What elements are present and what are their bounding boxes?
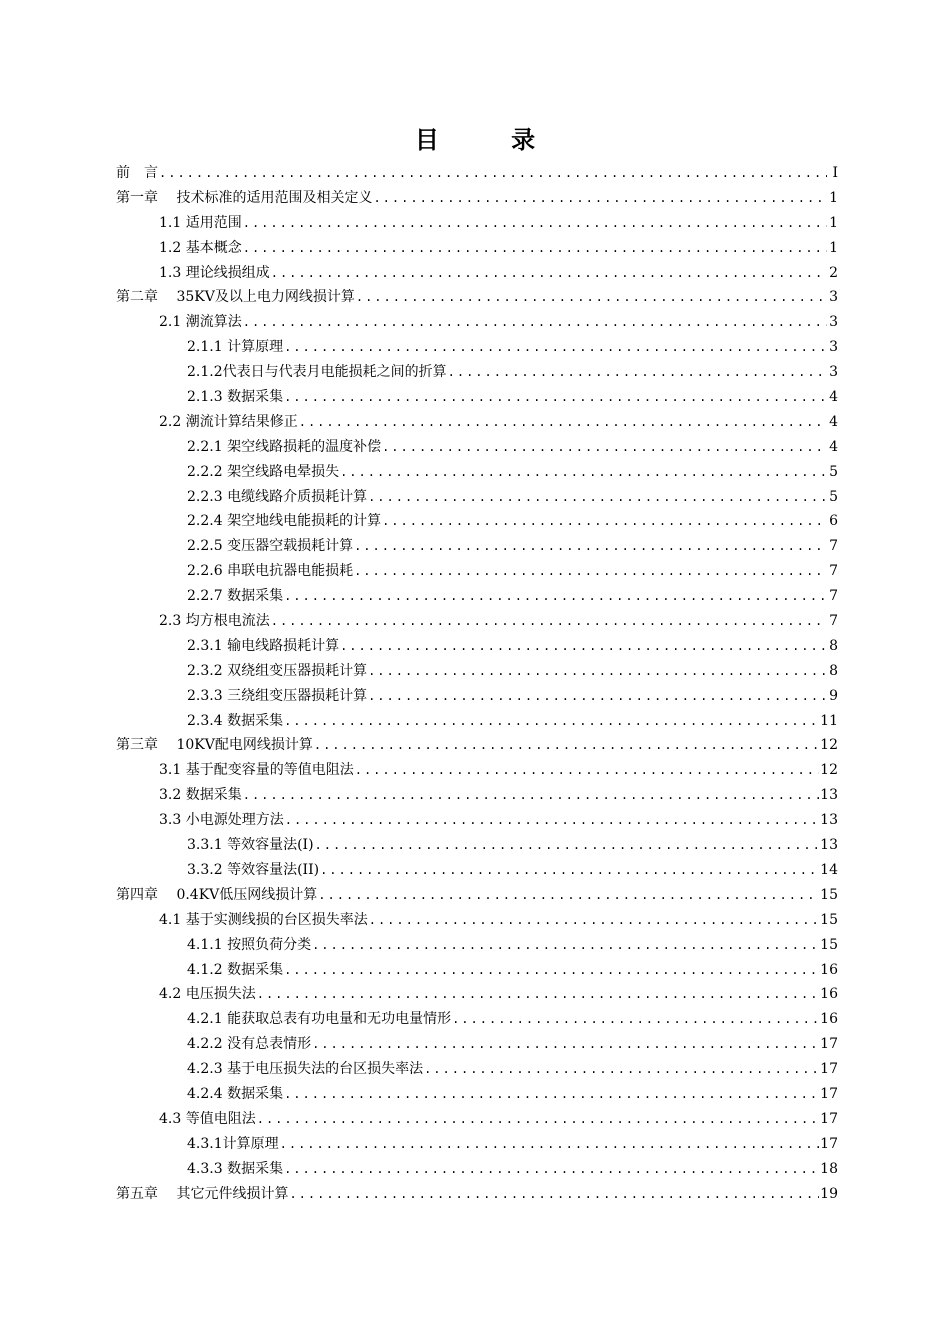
toc-entry-title: 2.3.4 数据采集 (187, 712, 284, 729)
toc-page-number: 2 (829, 264, 838, 281)
toc-page-number: 5 (829, 463, 838, 480)
toc-entry-title: 2.2.3 电缆线路介质损耗计算 (187, 488, 368, 505)
dot-leader (284, 709, 819, 734)
toc-entry-title: 3.1 基于配变容量的等值电阻法 (159, 762, 354, 779)
toc-entry[interactable] (116, 659, 838, 684)
dot-leader (452, 1007, 819, 1032)
toc-entry[interactable] (116, 509, 838, 534)
toc-page-number: I (832, 165, 838, 181)
toc-page-number: 1 (829, 189, 838, 206)
toc-page-number: 3 (829, 314, 838, 331)
toc-page-number: 16 (820, 1011, 838, 1028)
toc-entry[interactable] (116, 1107, 838, 1132)
toc-page-number: 19 (820, 1185, 838, 1202)
toc-entry[interactable] (116, 310, 838, 335)
dot-leader (424, 1057, 819, 1082)
toc-page-number: 16 (820, 961, 838, 978)
dot-leader (368, 659, 827, 684)
dot-leader (271, 609, 827, 634)
toc-entry-title: 3.3 小电源处理方法 (159, 812, 284, 829)
toc-page-number: 1 (829, 239, 838, 256)
toc-entry-title: 4.1.1 按照负荷分类 (187, 936, 312, 953)
dot-leader (284, 1082, 819, 1107)
toc-entry[interactable] (116, 609, 838, 634)
toc-entry[interactable] (116, 435, 838, 460)
toc-entry-title: 1.3 理论线损组成 (159, 264, 270, 281)
toc-entry[interactable] (116, 1007, 838, 1032)
dot-leader (312, 1032, 819, 1057)
toc-entry-title: 2.1 潮流算法 (159, 314, 242, 331)
dot-leader (284, 335, 827, 360)
toc-entry-title: 第五章 其它元件线损计算 (116, 1185, 289, 1202)
toc-entry-title: 2.3.2 双绕组变压器损耗计算 (187, 662, 368, 679)
toc-page-number: 14 (820, 861, 838, 878)
toc-entry[interactable] (116, 958, 838, 983)
toc-entry-title: 3.2 数据采集 (159, 787, 242, 804)
dot-leader (159, 161, 827, 186)
toc-entry[interactable] (116, 261, 838, 286)
toc-page-number: 13 (820, 837, 838, 854)
dot-leader (340, 634, 827, 659)
toc-entry-title: 3.3.1 等效容量法(I) (187, 837, 314, 854)
toc-entry-title: 4.2.3 基于电压损失法的台区损失率法 (187, 1061, 424, 1078)
toc-entry-title: 2.2.1 架空线路损耗的温度补偿 (187, 438, 382, 455)
toc-page-number: 6 (829, 513, 838, 530)
toc-page-number: 15 (820, 936, 838, 953)
dot-leader (284, 584, 827, 609)
toc-entry-title: 第三章 10KV配电网线损计算 (116, 737, 313, 754)
dot-leader (243, 236, 827, 261)
toc-page-number: 18 (820, 1160, 838, 1177)
toc-entry[interactable] (116, 1157, 838, 1182)
toc-page-number: 17 (820, 1135, 838, 1152)
page-title: 目 录 (414, 126, 568, 154)
dot-leader (315, 833, 820, 858)
dot-leader (318, 883, 819, 908)
toc-page-number: 13 (820, 812, 838, 829)
toc-page-number: 9 (829, 687, 838, 704)
dot-leader (285, 808, 819, 833)
toc-page-number: 8 (829, 637, 838, 654)
toc-entry-title: 前 言 (116, 165, 158, 181)
toc-entry-title: 1.1 适用范围 (159, 214, 242, 231)
toc-entry-title: 4.2.1 能获取总表有功电量和无功电量情形 (187, 1011, 452, 1028)
toc-page-number: 7 (829, 563, 838, 580)
toc-entry-title: 1.2 基本概念 (159, 239, 242, 256)
toc-entry-title: 4.2.2 没有总表情形 (187, 1036, 312, 1053)
toc-page-number: 7 (829, 613, 838, 630)
dot-leader (243, 310, 827, 335)
toc-page-number: 1 (829, 214, 838, 231)
toc-entry-title: 4.2 电压损失法 (159, 986, 256, 1003)
toc-entry[interactable] (116, 161, 838, 186)
toc-entry[interactable] (116, 186, 838, 211)
dot-leader (284, 385, 827, 410)
toc-entry[interactable] (116, 833, 838, 858)
dot-leader (299, 410, 827, 435)
toc-entry-title: 2.2.4 架空地线电能损耗的计算 (187, 513, 382, 530)
toc-page-number: 3 (829, 289, 838, 306)
dot-leader (355, 758, 819, 783)
dot-leader (340, 460, 827, 485)
dot-leader (257, 1107, 819, 1132)
toc-page-number: 5 (829, 488, 838, 505)
dot-leader (354, 534, 827, 559)
toc-entry[interactable] (116, 709, 838, 734)
toc-entry-title: 2.3.1 输电线路损耗计算 (187, 637, 340, 654)
dot-leader (271, 261, 827, 286)
toc-entry[interactable] (116, 1082, 838, 1107)
toc-entry[interactable] (116, 584, 838, 609)
toc-page-number: 12 (820, 762, 838, 779)
toc-page-number: 7 (829, 588, 838, 605)
toc-entry[interactable] (116, 410, 838, 435)
toc-entry[interactable] (116, 1032, 838, 1057)
table-of-contents (116, 161, 838, 1206)
toc-entry[interactable] (116, 1182, 838, 1207)
toc-entry[interactable] (116, 385, 838, 410)
dot-leader (284, 958, 819, 983)
toc-entry[interactable] (116, 211, 838, 236)
toc-page-number: 13 (820, 787, 838, 804)
toc-entry-title: 2.2.6 串联电抗器电能损耗 (187, 563, 354, 580)
toc-page-number: 4 (829, 438, 838, 455)
toc-page-number: 3 (829, 364, 838, 381)
toc-page-number: 4 (829, 413, 838, 430)
toc-entry[interactable] (116, 733, 838, 758)
toc-page-number: 4 (829, 389, 838, 406)
toc-entry-title: 第一章 技术标准的适用范围及相关定义 (116, 189, 373, 206)
toc-entry[interactable] (116, 285, 838, 310)
toc-entry-title: 4.1.2 数据采集 (187, 961, 284, 978)
toc-page-number: 15 (820, 886, 838, 903)
toc-page-number: 15 (820, 911, 838, 928)
toc-entry[interactable] (116, 933, 838, 958)
toc-page-number: 17 (820, 1110, 838, 1127)
dot-leader (284, 1157, 819, 1182)
toc-entry[interactable] (116, 883, 838, 908)
toc-page-number: 8 (829, 662, 838, 679)
toc-entry-title: 2.2 潮流计算结果修正 (159, 413, 298, 430)
toc-entry-title: 2.2.5 变压器空载损耗计算 (187, 538, 354, 555)
toc-page-number: 16 (820, 986, 838, 1003)
toc-entry[interactable] (116, 808, 838, 833)
toc-page-number: 17 (820, 1085, 838, 1102)
toc-entry[interactable] (116, 485, 838, 510)
toc-entry-title: 4.3.1计算原理 (187, 1135, 279, 1152)
toc-entry-title: 2.1.1 计算原理 (187, 339, 284, 356)
dot-leader (354, 559, 827, 584)
dot-leader (373, 186, 827, 211)
toc-page-number: 17 (820, 1036, 838, 1053)
dot-leader (314, 733, 819, 758)
toc-entry[interactable] (116, 783, 838, 808)
dot-leader (312, 933, 819, 958)
dot-leader (382, 509, 827, 534)
toc-entry-title: 4.3 等值电阻法 (159, 1110, 256, 1127)
toc-entry-title: 第二章 35KV及以上电力网线损计算 (116, 289, 355, 306)
toc-entry-title: 2.2.2 架空线路电晕损失 (187, 463, 340, 480)
toc-entry-title: 2.3 均方根电流法 (159, 613, 270, 630)
toc-entry[interactable] (116, 236, 838, 261)
toc-entry-title: 3.3.2 等效容量法(II) (187, 861, 320, 878)
toc-entry[interactable] (116, 335, 838, 360)
toc-page-number: 12 (820, 737, 838, 754)
toc-entry-title: 4.2.4 数据采集 (187, 1085, 284, 1102)
toc-entry-title: 4.1 基于实测线损的台区损失率法 (159, 911, 368, 928)
dot-leader (369, 908, 819, 933)
toc-page-number: 3 (829, 339, 838, 356)
dot-leader (448, 360, 827, 385)
dot-leader (280, 1132, 820, 1157)
toc-entry[interactable] (116, 982, 838, 1007)
dot-leader (257, 982, 819, 1007)
toc-entry-title: 第四章 0.4KV低压网线损计算 (116, 886, 318, 903)
toc-entry[interactable] (116, 908, 838, 933)
toc-entry[interactable] (116, 858, 838, 883)
dot-leader (356, 285, 827, 310)
toc-entry[interactable] (116, 634, 838, 659)
toc-entry-title: 2.2.7 数据采集 (187, 588, 284, 605)
toc-page-number: 7 (829, 538, 838, 555)
toc-entry[interactable] (116, 1057, 838, 1082)
toc-entry[interactable] (116, 534, 838, 559)
dot-leader (243, 783, 819, 808)
dot-leader (368, 684, 827, 709)
toc-entry-title: 2.1.2代表日与代表月电能损耗之间的折算 (187, 364, 447, 381)
dot-leader (289, 1182, 819, 1207)
toc-page-number: 11 (820, 712, 838, 729)
toc-entry[interactable] (116, 1132, 838, 1157)
toc-entry-title: 4.3.3 数据采集 (187, 1160, 284, 1177)
toc-entry[interactable] (116, 684, 838, 709)
toc-page-number: 17 (820, 1061, 838, 1078)
dot-leader (368, 485, 827, 510)
toc-entry[interactable] (116, 559, 838, 584)
toc-entry[interactable] (116, 360, 838, 385)
toc-entry-title: 2.3.3 三绕组变压器损耗计算 (187, 687, 368, 704)
toc-entry[interactable] (116, 758, 838, 783)
dot-leader (243, 211, 827, 236)
dot-leader (320, 858, 819, 883)
toc-entry-title: 2.1.3 数据采集 (187, 389, 284, 406)
toc-entry[interactable] (116, 460, 838, 485)
dot-leader (382, 435, 827, 460)
